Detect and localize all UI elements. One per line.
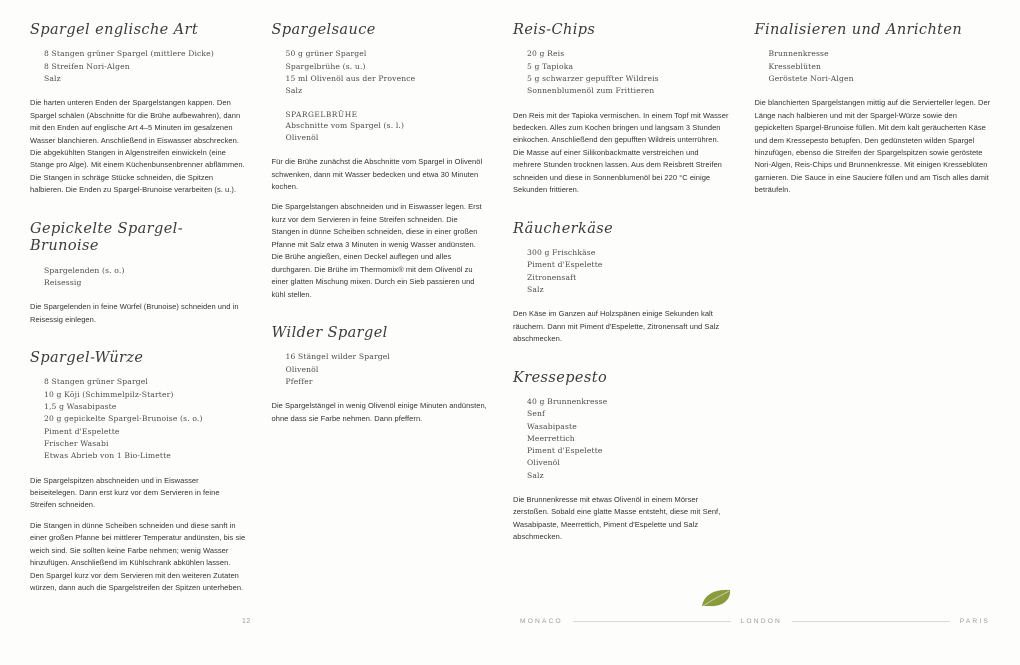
ingredient-list (513, 247, 729, 296)
ingredient-item: Salz (527, 284, 544, 294)
recipe-spargel-wuerze (30, 350, 246, 594)
recipe-title: Spargel englische Art (30, 22, 199, 38)
method-paragraph: Den Reis mit der Tapioka vermischen. In einem Topf mit Wasser bedecken. Alles zum Kochen bringen und langsam 3 Stunden einkochen. Anschließend den gepufften Wildreis unterrühren. Die Masse auf einer Silikonbackmatte verstreichen und mehrere Stunden trocknen lassen. Aus dem Reisbrett Streifen schneiden und diese in Sonnenblumenöl bei 220 °C einige Sekunden frittieren. (513, 110, 729, 195)
ingredient-item: Salz (527, 470, 544, 480)
ingredient-item: Frischer Wasabi (44, 438, 109, 448)
ingredient-item: Geröstete Nori-Algen (768, 73, 854, 83)
ingredient-item: Salz (285, 86, 303, 96)
recipe-columns (30, 22, 996, 602)
ingredient-item: Olivenöl (285, 132, 319, 142)
recipe-reis-chips (513, 22, 729, 197)
ingredient-list (272, 351, 488, 388)
sub-ingredient-list (272, 120, 488, 145)
ingredient-item: 50 g grüner Spargel (285, 49, 367, 59)
ingredient-item: Olivenöl (285, 364, 319, 374)
method-paragraph: Die harten unteren Enden der Spargelstangen kappen. Den Spargel schälen (Abschnitte für die Brühe aufbewahren), dann mit den Enden auf englische Art 4–5 Minuten im gesalzenen Wasser blanchieren. Anschließend in Eiswasser abschrecken. Die abgekühlten Stangen in Algenstreifen einwickeln (eine Stange pro Alge). Mit einem Küchenbunsenbrenner abflämmen. Die Stangen in schräge Stücke schneiden, die Spitzen halbieren. Die Enden zu Spargel-Brunoise verarbeiten (s. u.). (30, 98, 245, 195)
ingredient-item: Piment d'Espelette (44, 426, 120, 436)
recipe-title: Spargelsauce (271, 22, 376, 38)
ingredient-item: 20 g Reis (527, 49, 565, 59)
ingredient-item: 8 Stangen grüner Spargel (mittlere Dicke) (44, 49, 214, 59)
method-paragraph: Die Spargelstangen abschneiden und in Eiswasser legen. Erst kurz vor dem Servieren in feine Streifen schneiden. Die Stangen in dünne Scheiben schneiden, diese in einer großen Pfanne mit Salz etwa 3 Minuten in wenig Wasser andünsten. Die Brühe angießen, einen Deckel auflegen und alles durchgaren. Die Brühe im Thermomix® mit dem Olivenöl zu einer glatten Mischung mixen. Durch ein Sieb passieren und kühl stellen. (271, 202, 482, 299)
footer-divider (573, 621, 731, 622)
ingredient-item: Wasabipaste (527, 421, 577, 431)
ingredient-item: Meerrettich (527, 433, 575, 443)
recipe-raeucherkaese (513, 221, 729, 346)
method-paragraph: Die Stangen in dünne Scheiben schneiden und diese sanft in einer großen Pfanne bei mittlerer Temperatur andünsten, bis sie weich sind. Sie sollten keine Farbe nehmen; wenig Wasser hinzufügen. Anschließend im Kühlschrank abkühlen lassen. Den Spargel kurz vor dem Servieren mit den weiteren Zutaten würzen, dann auch die Spargelstreifen der Spitzen unterheben. (30, 520, 246, 592)
column-4 (755, 22, 997, 602)
recipe-title: Spargel-Würze (30, 350, 144, 367)
ingredient-item: Salz (44, 73, 61, 83)
ingredient-item: 16 Stängel wilder Spargel (285, 352, 390, 362)
recipe-title: Räucherkäse (513, 220, 614, 237)
footer-city-row (520, 618, 990, 625)
ingredient-item: Reisessig (44, 277, 82, 287)
page-footer (0, 603, 1020, 643)
method-paragraph: Die Spargelenden in feine Würfel (Brunoise) schneiden und in Reisessig einlegen. (30, 302, 239, 324)
ingredient-item: Spargelenden (s. o.) (44, 265, 125, 275)
ingredient-item: 300 g Frischkäse (527, 248, 596, 258)
footer-city-london: LONDON (740, 618, 782, 625)
method-paragraph: Die Brunnenkresse mit etwas Olivenöl in einem Mörser zerstoßen. Sobald eine glatte Masse entsteht, diese mit Senf, Wasabipaste, Meerrettich, Piment d'Espelette und Salz abschmecken. (513, 495, 721, 542)
recipe-spargel-englische-art (30, 22, 246, 197)
recipe-title: Gepickelte Spargel-Brunoise (30, 220, 184, 255)
ingredient-item: Zitronensaft (527, 272, 577, 282)
ingredient-list (755, 48, 997, 85)
footer-city-paris: PARIS (959, 618, 991, 625)
ingredient-item: Piment d'Espelette (527, 260, 603, 270)
ingredient-list (513, 48, 729, 97)
ingredient-list (30, 376, 246, 462)
column-2 (272, 22, 514, 602)
ingredient-item: Etwas Abrieb von 1 Bio-Limette (44, 451, 171, 461)
ingredient-list (513, 396, 729, 482)
ingredient-item: Sonnenblumenöl zum Frittieren (527, 86, 655, 96)
ingredient-item: Pfeffer (285, 376, 313, 386)
ingredient-item: Spargelbrühe (s. u.) (285, 61, 366, 71)
ingredient-item: Abschnitte vom Spargel (s. l.) (285, 120, 405, 130)
method-paragraph: Für die Brühe zunächst die Abschnitte vom Spargel in Olivenöl schwenken, dann mit Wasser bedecken und etwa 30 Minuten kochen. (271, 157, 483, 192)
ingredient-item: Senf (527, 409, 545, 419)
recipe-title: Wilder Spargel (271, 324, 388, 341)
recipe-title: Reis-Chips (513, 22, 596, 38)
method-paragraph: Die Spargelstängel in wenig Olivenöl einige Minuten andünsten, ohne dass sie Farbe nehmen. Dann pfeffern. (271, 401, 487, 423)
recipe-kressepesto (513, 370, 729, 544)
method-paragraph: Die blanchierten Spargelstangen mittig auf die Servierteller legen. Der Länge nach halbieren und mit der Spargel-Würze sowie den gepickelten Spargel-Brunoise füllen. Mit dem kalt geräucherten Käse und dem Kressepesto betupfen. Den gedünsteten wilden Spargel hinzufügen, ebenso die Streifen der Spargelspitzen sowie geröstete Nori-Algen, Reis-Chips und Brunnenkresse. Mit einigen Kresseblüten garnieren. Die Sauce in eine Sauciere füllen und am Tisch alles damit beträufeln. (754, 98, 991, 195)
ingredient-item: Kresseblüten (768, 61, 822, 71)
footer-divider (792, 621, 950, 622)
method-paragraph: Die Spargelspitzen abschneiden und in Eiswasser beiseitelegen. Dann erst kurz vor dem Servieren in feine Streifen schneiden. (30, 475, 220, 510)
ingredient-item: Piment d'Espelette (527, 446, 603, 456)
ingredient-list (272, 48, 488, 97)
recipe-title: Kressepesto (513, 369, 608, 386)
page-number: 12 (242, 618, 251, 625)
column-3 (513, 22, 755, 602)
ingredient-item: 40 g Brunnenkresse (527, 396, 608, 406)
ingredient-item: 8 Stangen grüner Spargel (44, 377, 148, 387)
recipe-finalisieren-und-anrichten (755, 22, 997, 197)
ingredient-item: 5 g schwarzer gepuffter Wildreis (527, 73, 659, 83)
ingredient-item: Brunnenkresse (768, 49, 829, 59)
ingredient-item: Olivenöl (527, 458, 560, 468)
ingredient-subheading: SPARGELBRÜHE (285, 109, 358, 119)
leaf-icon (700, 587, 734, 609)
recipe-gepickelte-spargel-brunoise (30, 221, 246, 326)
ingredient-item: 10 g Kōji (Schimmelpilz-Starter) (44, 389, 174, 399)
recipe-wilder-spargel (272, 325, 488, 425)
ingredient-list (30, 48, 246, 85)
footer-city-monaco: MONACO (520, 618, 563, 625)
ingredient-item: 20 g gepickelte Spargel-Brunoise (s. o.) (44, 414, 203, 424)
ingredient-item: 1,5 g Wasabipaste (44, 402, 117, 412)
recipe-title: Finalisieren und Anrichten (754, 22, 963, 38)
column-1 (30, 22, 272, 602)
ingredient-list (30, 265, 246, 290)
ingredient-item: 15 ml Olivenöl aus der Provence (285, 73, 416, 83)
ingredient-item: 8 Streifen Nori-Algen (44, 61, 130, 71)
recipe-spargelsauce (272, 22, 488, 301)
method-paragraph: Den Käse im Ganzen auf Holzspänen einige Sekunden kalt räuchern. Dann mit Piment d'Espelette, Zitronensaft und Salz abschmecken. (513, 309, 720, 344)
ingredient-item: 5 g Tapioka (527, 61, 574, 71)
